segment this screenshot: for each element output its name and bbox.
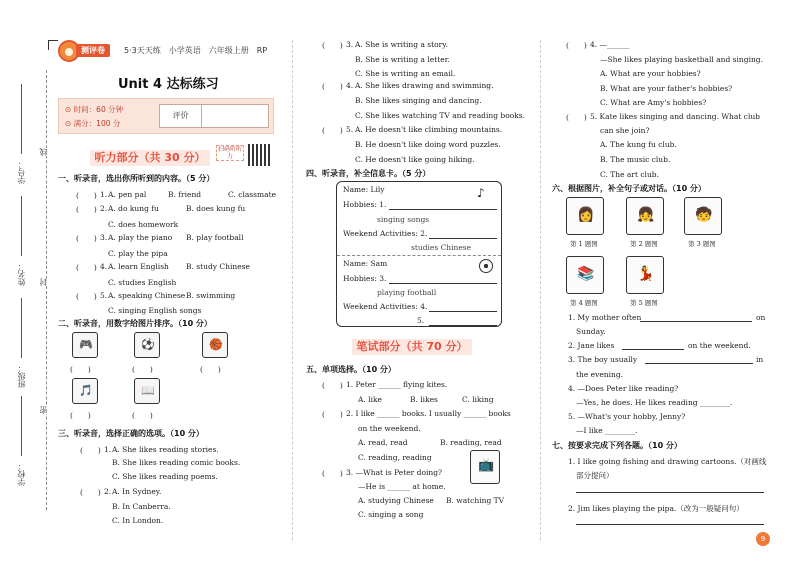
answer-paren[interactable]: ( ) [76,292,97,301]
picture-icon: 🎮 [79,338,93,351]
question-text-2: on the weekend. [358,424,421,433]
answer-paren[interactable]: ( ) [76,191,97,200]
question-text: 1. Peter ______ flying kites. [346,380,448,389]
card1-weekend-hint: studies Chinese [411,243,472,252]
fill-sentence: 5. —What's your hobby, Jenny? [568,412,686,421]
card1-blank-1[interactable] [389,209,497,210]
option-b[interactable]: B. does kung fu [186,204,246,213]
class-label: 班级： [17,364,26,388]
card1-hobby-hint: singing songs [377,215,430,224]
option-b[interactable]: B. What are your father's hobbies? [600,84,733,93]
evaluation-label: 评价 [160,105,202,127]
card2-blank-3[interactable] [389,283,497,284]
task-1-text-2: 部分提问） [576,471,614,480]
picture-caption: 第 2 题图 [630,240,658,248]
question-text: 2. I like ______ books. I usually ______ books [346,409,511,418]
option-c[interactable]: C. reading, reading [358,453,432,462]
answer-blank[interactable] [645,363,753,364]
picture-icon: ⚽ [141,338,155,351]
info-card [336,181,502,327]
option-b[interactable]: B. He doesn't like doing word puzzles. [355,140,501,149]
tv-icon: 📺 [478,458,495,473]
question-number: 5. [100,291,108,300]
answer-paren[interactable]: ( ) [322,381,343,390]
option-a[interactable]: A. He doesn't like climbing mountains. [355,125,503,134]
question-number: 3. [100,233,108,242]
option-c[interactable]: C. liking [462,395,494,404]
option-a[interactable]: A. What are your hobbies? [600,69,701,78]
section-6-heading: 六、根据图片，补全句子或对话。（10 分） [552,184,706,193]
series-title: 5·3天天练 小学英语 六年级上册 RP [124,46,268,55]
option-b[interactable]: B. In Canberra. [112,502,171,511]
fill-sentence-end: in [756,355,764,364]
fill-sentence: 2. Jane likes [568,341,615,350]
option-a[interactable]: A. She likes drawing and swimming. [355,81,494,90]
qr-code-icon[interactable] [248,144,270,166]
question-text-2: —He is ______ at home. [358,482,446,491]
question-number: 2. [104,487,112,496]
fill-sentence: 3. The boy usually [568,355,638,364]
tv-picture [470,450,500,484]
answer-paren[interactable]: ( ) [132,411,153,420]
picture-icon: 🏀 [209,338,223,351]
answer-paren[interactable]: ( ) [566,41,587,50]
option-a[interactable]: A. She is writing a story. [355,40,448,49]
picture-icon: 📚 [577,266,595,282]
question-number: 1. [104,445,112,454]
question-number: 3. [346,40,354,49]
card2-weekend: Weekend Activities: 4. [343,302,428,311]
question-text: 3. —What is Peter doing? [346,468,443,477]
card2-num5: 5. [417,316,425,325]
option-c[interactable]: C. In London. [112,516,164,525]
answer-paren[interactable]: ( ) [132,365,153,374]
option-c[interactable]: C. does homework [108,220,179,229]
card1-hobbies: Hobbies: 1. [343,200,387,209]
answer-paren[interactable]: ( ) [322,126,343,135]
column-divider [540,40,541,540]
card2-blank-5[interactable] [429,325,497,326]
answer-paren[interactable]: ( ) [566,113,587,122]
section-2-heading: 二、听录音，用数字给图片排序。（10 分） [58,319,212,328]
football-icon [479,259,493,273]
info-box [58,98,274,134]
corner-mark [48,40,58,50]
option-c[interactable]: C. She likes watching TV and reading books. [355,111,526,120]
picture-caption: 第 1 题图 [570,240,598,248]
picture-icon: 📖 [141,384,155,397]
option-c[interactable]: C. He doesn't like going hiking. [355,155,475,164]
answer-paren[interactable]: ( ) [200,365,221,374]
option-b[interactable]: B. reading, read [440,438,502,447]
card2-hobbies: Hobbies: 3. [343,274,387,283]
option-b[interactable]: B. watching TV [446,496,505,505]
option-c[interactable]: C. singing English songs [108,306,202,315]
fill-sentence-end: on [756,313,766,322]
picture-icon: 💃 [637,266,655,282]
section-5-heading: 五、单项选择。（10 分） [306,365,396,374]
question-text: 5. Kate likes singing and dancing. What club [590,112,760,121]
answer-paren[interactable]: ( ) [322,410,343,419]
option-a[interactable]: A. The kung fu club. [600,140,677,149]
binding-line [46,70,47,510]
option-b[interactable]: B. She is writing a letter. [355,55,450,64]
option-b[interactable]: B. friend [168,190,202,199]
question-number: 1. [100,190,108,199]
fill-sentence-line2: —I like ________. [576,426,638,435]
section-1-heading: 一、听录音，选出你所听到的内容。（5 分） [58,174,215,183]
picture-caption: 第 5 题图 [630,299,658,307]
answer-blank[interactable] [622,349,684,350]
fill-sentence-end: on the weekend. [688,341,751,350]
answer-paren[interactable]: ( ) [322,82,343,91]
fill-sentence-line2: the evening. [576,370,624,379]
section-3-heading: 三、听录音，选择正确的选项。（10 分） [58,429,204,438]
page-header [58,44,273,58]
option-b[interactable]: B. study Chinese [186,262,250,271]
column-divider [292,40,293,540]
student-id-label: 学号： [17,160,26,184]
answer-paren[interactable]: ( ) [70,365,91,374]
question-text: 4. —______ [590,40,630,49]
card-separator [337,255,501,256]
question-number: 4. [100,262,108,271]
option-b[interactable]: B. swimming [186,291,236,300]
answer-line[interactable] [576,492,764,493]
listening-banner: 听力部分（共 30 分） [90,150,210,166]
fill-sentence-line2: —Yes, he does. He likes reading ________. [576,398,733,407]
picture-icon: 🎵 [79,384,93,397]
answer-paren[interactable]: ( ) [322,469,343,478]
time-info: ⊙ 时间：60 分钟 [65,105,124,114]
binding-line-word: 线 [39,148,48,156]
answer-paren[interactable]: ( ) [76,234,97,243]
option-a[interactable]: A. play the piano [108,233,173,242]
option-b[interactable]: B. likes [410,395,438,404]
picture-icon: 👩 [577,207,595,223]
writing-banner: 笔试部分（共 70 分） [352,339,472,355]
fill-sentence: 4. —Does Peter like reading? [568,384,679,393]
card2-name: Name: Sam [343,259,388,268]
class-line[interactable] [21,298,22,358]
answer-paren[interactable]: ( ) [80,446,101,455]
card1-weekend: Weekend Activities: 2. [343,229,428,238]
option-a[interactable]: A. She likes reading stories. [112,445,219,454]
picture-caption: 第 4 题图 [570,299,598,307]
question-text-2: can she join? [600,126,650,135]
answer-paren[interactable]: ( ) [76,205,97,214]
test-tag: 测评卷 [76,44,110,57]
option-a[interactable]: A. learn English [108,262,169,271]
option-a[interactable]: A. speaking Chinese [108,291,186,300]
option-c[interactable]: C. She is writing an email. [355,69,456,78]
option-a[interactable]: A. In Sydney. [112,487,162,496]
option-c[interactable]: C. classmate [228,190,277,199]
section-7-heading: 七、按要求完成下列各题。（10 分） [552,441,682,450]
page-number: 9 [756,532,770,546]
option-b[interactable]: B. She likes singing and dancing. [355,96,482,105]
option-b[interactable]: B. She likes reading comic books. [112,458,241,467]
question-number: 2. [100,204,108,213]
picture-caption: 第 3 题图 [688,240,716,248]
evaluation-box[interactable] [159,104,269,128]
option-a[interactable]: A. studying Chinese [358,496,434,505]
answer-paren[interactable]: ( ) [70,411,91,420]
student-id-line[interactable] [21,84,22,154]
question-number: 4. [346,81,354,90]
score-info: ⊙ 满分：100 分 [65,119,121,128]
answer-paren[interactable]: ( ) [80,488,101,497]
option-c[interactable]: C. singing a song [358,510,424,519]
school-line[interactable] [21,396,22,456]
qr-tag: 扫码听听力 [217,146,242,160]
option-a[interactable]: A. read, read [358,438,408,447]
fill-sentence-line2: Sunday. [576,327,606,336]
option-c[interactable]: C. studies English [108,278,177,287]
picture-icon: 👧 [637,207,655,223]
school-label: 学校： [17,462,26,486]
binding-seal-word: 封 [39,278,48,286]
card1-blank-2[interactable] [429,238,497,239]
option-a[interactable]: A. like [358,395,382,404]
card2-hobby-hint: playing football [377,288,437,297]
task-2-text: 2. Jim likes playing the pipa.（改为一般疑问句） [568,504,744,513]
option-c[interactable]: C. What are Amy's hobbies? [600,98,707,107]
answer-blank[interactable] [640,321,752,322]
fill-sentence: 1. My mother often [568,313,642,322]
card2-blank-4[interactable] [429,311,497,312]
question-number: 5. [346,125,354,134]
answer-line[interactable] [576,524,764,525]
page-title: Unit 4 达标练习 [118,77,219,92]
option-a[interactable]: A. pen pal [108,190,147,199]
name-line[interactable] [21,196,22,256]
option-a[interactable]: A. do kung fu [108,204,159,213]
section-4-heading: 四、听录音，补全信息卡。（5 分） [306,169,431,178]
picture-icon: 🧒 [695,207,713,223]
option-b[interactable]: B. play football [186,233,244,242]
option-c[interactable]: C. She likes reading poems. [112,472,218,481]
name-label: 姓名： [17,262,26,286]
task-1-text: 1. I like going fishing and drawing cartoons.（对画线 [568,457,767,466]
option-c[interactable]: C. play the pipa [108,249,168,258]
music-note-icon: ♪ [477,186,485,200]
card1-name: Name: Lily [343,185,385,194]
answer-paren[interactable]: ( ) [322,41,343,50]
option-b[interactable]: B. The music club. [600,155,671,164]
option-c[interactable]: C. The art club. [600,170,659,179]
answer-paren[interactable]: ( ) [76,263,97,272]
binding-secret-word: 密 [39,406,48,414]
question-text-2: —She likes playing basketball and singing. [600,55,763,64]
